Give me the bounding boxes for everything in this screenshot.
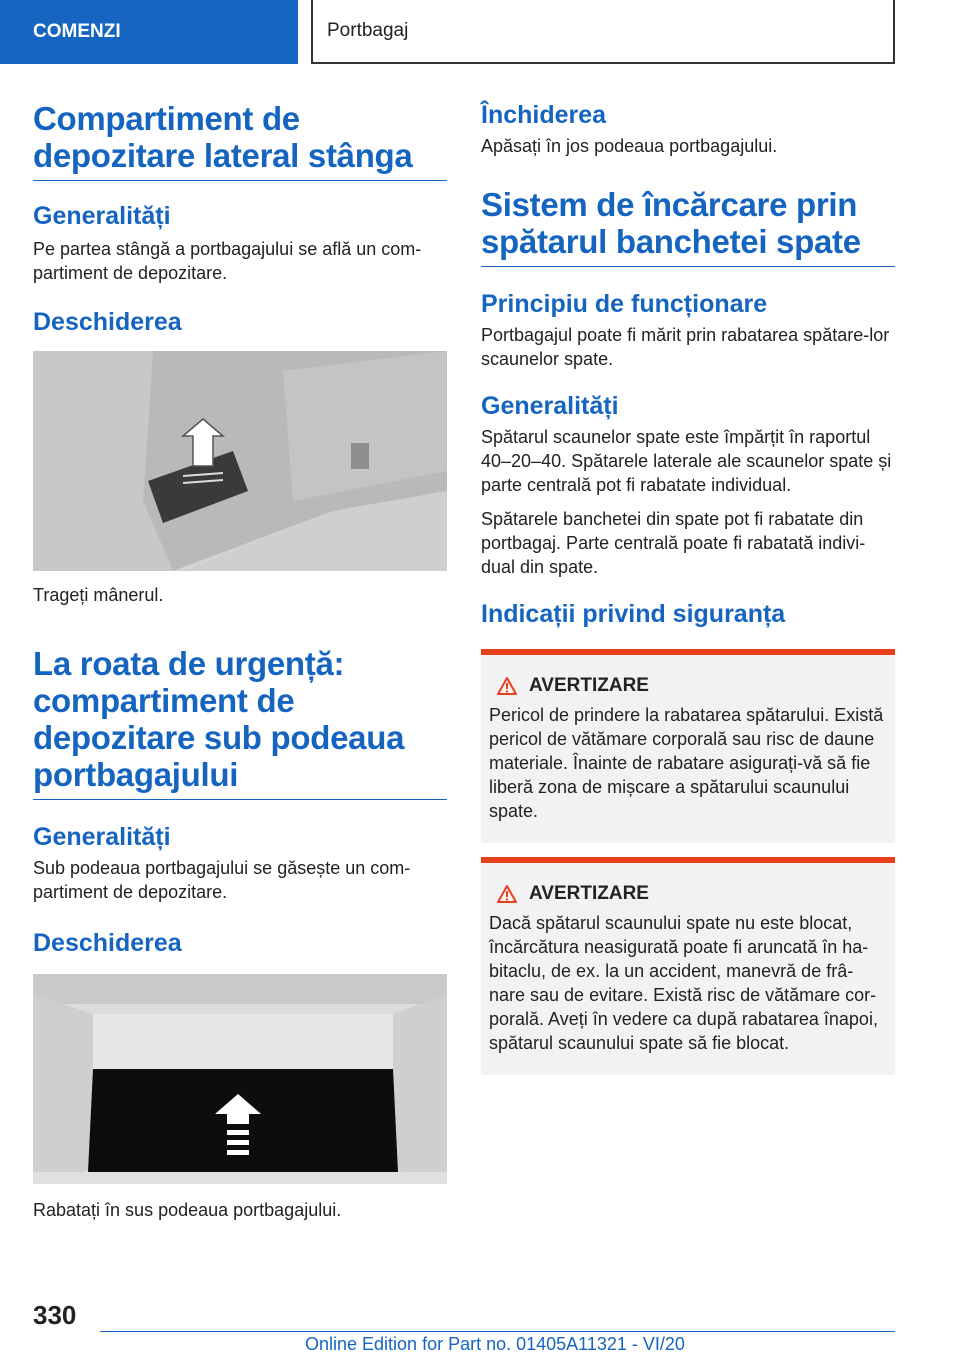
spare-general-heading: Generalități [33,823,171,851]
warning-header [489,675,887,697]
page-number: 330 [33,1300,77,1330]
principle-heading: Principiu de funcționare [481,290,768,318]
footer-divider [100,1331,895,1332]
warning-triangle-icon [497,885,517,903]
loading-system-title: Sistem de încărcare prin spătarul banchetei spate [481,186,895,267]
warning-text: Dacă spătarul scaunului spate nu este blocat, încărcătura neasigurată poate fi aruncată în ha-bitaclu, de ex. la un accident, manevră de frâ-nare sau de evitare. Există risc de vătămare cor-porală. Aveți în vedere ca după rabatarea înapoi, spătarul scaunului spate să fie blocat. [489,913,878,1053]
side-figure-caption: Trageți mânerul. [33,585,164,605]
safety-heading: Indicații privind siguranța [481,600,786,628]
warning-box-2 [481,857,895,1075]
warning-text: Pericol de prindere la rabatarea spătarului. Există pericol de vătămare corporală sau risc de daune materiale. Înainte de rabatare asigurați-vă să fie liberă zona de mișcare a spătarului scaunului spate. [489,705,884,821]
side-open-heading: Deschiderea [33,308,182,336]
side-general-heading: Generalități [33,202,171,230]
loading-general-text-1: Spătarul scaunelor spate este împărțit în raportul 40–20–40. Spătarele laterale ale scaunelor spate și parte centrală pot fi rabatate individual. [481,427,892,495]
principle-text: Portbagajul poate fi mărit prin rabatarea spătare-lor scaunelor spate. [481,325,890,369]
spare-wheel-title: La roata de urgență: compartiment de depozitare sub podeaua portbagajului [33,645,447,800]
section-title: COMENZI [33,21,121,42]
warning-header [489,883,887,905]
warning-label: AVERTIZARE [529,675,649,696]
loading-general-heading: Generalități [481,392,619,420]
section-tab [0,0,298,64]
side-compartment-illustration [33,351,447,571]
spare-wheel-illustration [33,974,447,1184]
side-general-text: Pe partea stângă a portbagajului se află un com-partiment de depozitare. [33,239,422,283]
side-compartment-title: Compartiment de depozitare lateral stânga [33,100,447,181]
warning-label: AVERTIZARE [529,883,649,904]
spare-wheel-figure [33,974,447,1184]
chapter-tab [311,0,895,64]
spare-open-heading: Deschiderea [33,929,182,957]
left-column [33,100,447,1222]
right-column [481,100,895,1075]
warning-box-1 [481,649,895,843]
warning-triangle-icon [497,677,517,695]
spare-general-text: Sub podeaua portbagajului se găsește un com-partiment de depozitare. [33,858,411,902]
spare-figure-caption: Rabatați în sus podeaua portbagajului. [33,1200,342,1220]
side-compartment-figure [33,351,447,571]
closing-heading: Închiderea [481,101,607,129]
footer-edition: Online Edition for Part no. 01405A11321 - VI/20 [305,1334,685,1354]
loading-general-text-2: Spătarele banchetei din spate pot fi rabatate din portbagaj. Parte centrală poate fi rabatată indivi-dual din spate. [481,509,866,577]
closing-text: Apăsați în jos podeaua portbagajului. [481,136,778,156]
chapter-title: Portbagaj [327,20,409,41]
